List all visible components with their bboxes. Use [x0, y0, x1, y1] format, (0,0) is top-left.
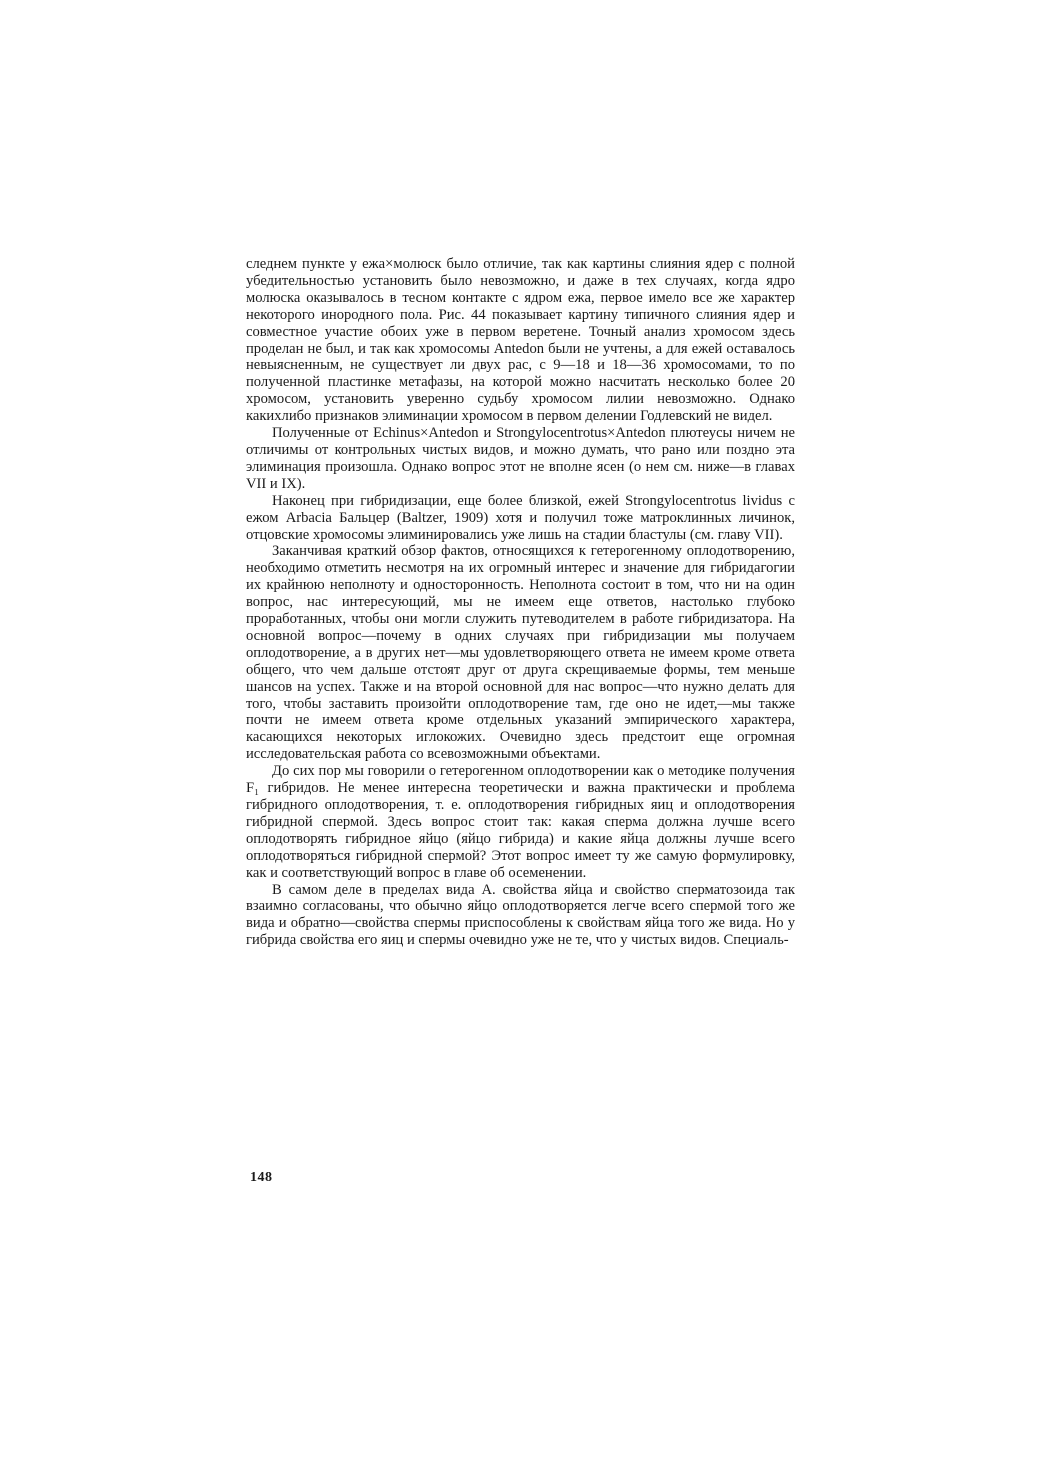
- paragraph-5: До сих пор мы говорили о гетерогенном оплодотворении как о методике получения F₁ гибридов. Не менее интересна теоретически и важна практически и проблема гибридного оплодотворения, т. е. оплодотворения гибридных яиц и оплодотворения гибридной спермой. Здесь вопрос стоит так: какая сперма должна лучше всего оплодотворять гибридное яйцо (яйцо гибрида) и какие яйца должны лучше всего оплодотворяться гибридной спермой? Этот вопрос имеет ту же самую формулировку, как и соответствующий вопрос в главе об осеменении.: [246, 763, 795, 881]
- paragraph-1: следнем пункте у ежа×молюск было отличие, так как картины слияния ядер с полной убедительностью установить было невозможно, и даже в тех случаях, когда ядро молюска оказывалось в тесном контакте с ядром ежа, первое имело все же характер некоторого инородного пола. Рис. 44 показывает картину типичного слияния ядер и совместное участие обоих уже в первом веретене. Точный анализ хромосом здесь проделан не был, и так как хромосомы Antedon были не учтены, а для ежей оставалось невыясненным, не существует ли двух рас, с 9—18 и 18—36 хромосомами, то по полученной пластинке метафазы, на которой можно насчитать несколько более 20 хромосом, установить уверенно судьбу хромосом лилии невозможно. Однако какихлибо признаков элиминации хромосом в первом делении Годлевский не видел.: [246, 256, 795, 425]
- paragraph-4: Заканчивая краткий обзор фактов, относящихся к гетерогенному оплодотворению, необходимо отметить несмотря на их огромный интерес и значение для гибридагогии их крайнюю неполноту и односторонность. Неполнота состоит в том, что ни на один вопрос, нас интересующий, мы не имеем еще ответов, настолько глубоко проработанных, чтобы они могли служить путеводителем в работе гибридизатора. На основной вопрос—почему в одних случаях при гибридизации мы получаем оплодотворение, а в других нет—мы удовлетворяющего ответа не имеем кроме ответа общего, что чем дальше отстоят друг от друга скрещиваемые формы, тем меньше шансов на успех. Также и на второй основной для нас вопрос—что нужно делать для того, чтобы заставить произойти оплодотворение там, где оно не идет,—мы также почти не имеем ответа кроме отдельных указаний эмпирического характера, касающихся некоторых иглокожих. Очевидно здесь предстоит еще огромная исследовательская работа со всевозможными объектами.: [246, 543, 795, 763]
- paragraph-3: Наконец при гибридизации, еще более близкой, ежей Strongylocentrotus lividus с ежом Arbacia Бальцер (Baltzer, 1909) хотя и получил тоже матроклинных личинок, отцовские хромосомы элиминировались уже лишь на стадии бластулы (см. главу VII).: [246, 492, 795, 543]
- paragraph-6: В самом деле в пределах вида А. свойства яйца и свойство сперматозоида так взаимно согласованы, что обычно яйцо оплодотворяется легче всего спермой того же вида и обратно—свойства спермы приспособлены к свойствам яйца того же вида. Но у гибрида свойства его яиц и спермы очевидно уже не те, что у чистых видов. Специаль-: [246, 881, 795, 949]
- body-text: [246, 256, 795, 949]
- page-number: 148: [250, 1170, 273, 1185]
- paragraph-2: Полученные от Echinus×Antedon и Strongylocentrotus×Antedon плютеусы ничем не отличимы от контрольных чистых видов, и можно думать, что рано или поздно эта элиминация произошла. Однако вопрос этот не вполне ясен (о нем см. ниже—в главах VII и IX).: [246, 425, 795, 492]
